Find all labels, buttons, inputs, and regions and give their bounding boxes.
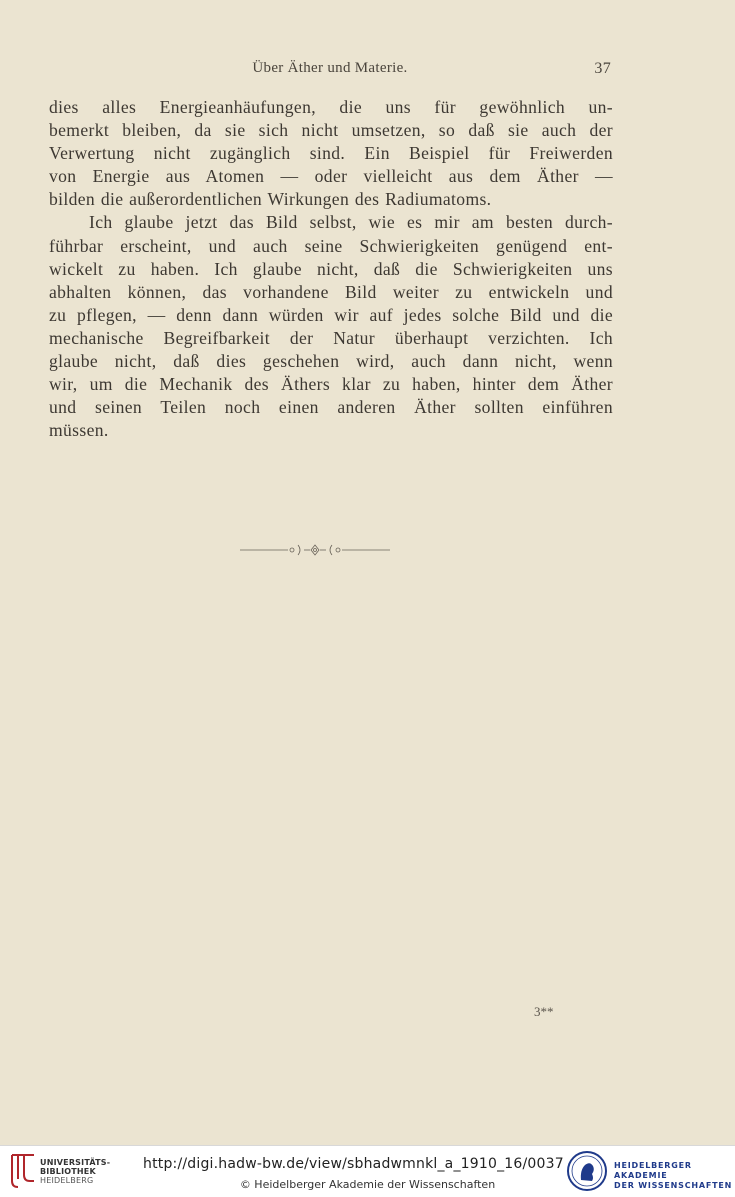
text-line: müssen.: [49, 420, 109, 441]
signature-mark: 3**: [534, 1004, 554, 1019]
ornament-divider-icon: [240, 542, 390, 558]
text-line: dies alles Energieanhäufungen, die uns für gewöhnlich un-: [49, 97, 613, 117]
text-line: von Energie aus Atomen — oder vielleicht aus dem Äther —: [49, 166, 613, 187]
academy-name: HEIDELBERGER AKADEMIE DER WISSENSCHAFTEN: [614, 1161, 733, 1190]
text-line: wickelt zu haben. Ich glaube nicht, daß die Schwierigkeiten uns: [49, 258, 613, 279]
text-line: glaube nicht, daß dies geschehen wird, auch dann nicht, wenn: [49, 351, 613, 372]
running-title: Über Äther und Materie.: [252, 60, 408, 76]
text-line: führbar erscheint, und auch seine Schwierigkeiten genügend ent-: [49, 235, 613, 256]
text-line: mechanische Begreifbarkeit der Natur überhaupt verzichten. Ich: [49, 327, 613, 348]
body-text: [49, 96, 613, 442]
footer-bar: [0, 1145, 735, 1197]
text-line: Verwertung nicht zugänglich sind. Ein Beispiel für Freiwerden: [49, 143, 613, 164]
academy-seal-icon: [566, 1150, 608, 1192]
text-line: wir, um die Mechanik des Äthers klar zu haben, hinter dem Äther: [49, 374, 613, 395]
copyright-notice: © Heidelberger Akademie der Wissenschaften: [239, 1178, 496, 1191]
text-line: bilden die außerordentlichen Wirkungen des Radiumatoms.: [49, 189, 492, 210]
running-header: [49, 60, 611, 82]
university-library-name: UNIVERSITÄTS- BIBLIOTHEK HEIDELBERG: [40, 1158, 111, 1185]
page-number: 37: [594, 60, 611, 77]
text-line: bemerkt bleiben, da sie sich nicht umsetzen, so daß sie auch der: [49, 120, 613, 141]
permalink-url[interactable]: http://digi.hadw-bw.de/view/sbhadwmnkl_a_1910_16/0037: [143, 1156, 564, 1172]
text-line: Ich glaube jetzt das Bild selbst, wie es mir am besten durch-: [89, 212, 613, 233]
text-line: und seinen Teilen noch einen anderen Äther sollten einführen: [49, 397, 613, 418]
text-line: abhalten können, das vorhandene Bild weiter zu entwickeln und: [49, 281, 613, 302]
text-line: zu pflegen, — denn dann würden wir auf jedes solche Bild und die: [49, 304, 613, 325]
